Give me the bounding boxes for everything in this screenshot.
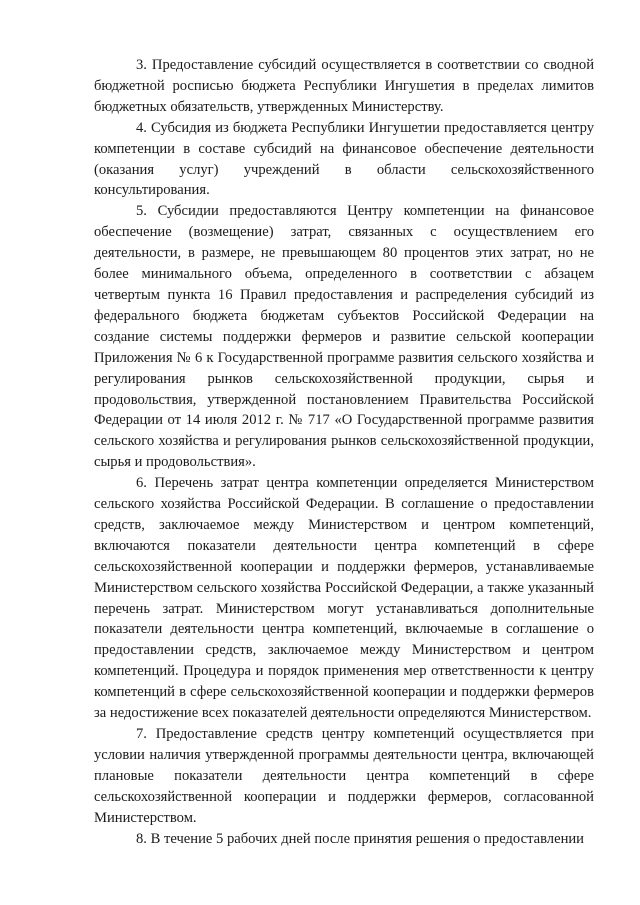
paragraph-7: 7. Предоставление средств центру компетенций осуществляется при условии наличия утвержденной программы деятельности центра, включающей плановые показатели деятельности центра компетенций в сфере сельскохозяйственной кооперации и поддержки фермеров, согласованной Министерством.: [94, 726, 594, 826]
paragraph-6: 6. Перечень затрат центра компетенции определяется Министерством сельского хозяйства Российской Федерации. В соглашение о предоставлении средств, заключаемое между Министерством и центром компетенций, включаются показатели деятельности центра компетенций в сфере сельскохозяйственной кооперации и поддержки фермеров, устанавливаемые Министерством сельского хозяйства Российской Федерации, а также указанный перечень затрат. Министерством могут устанавливаться дополнительные показатели деятельности центра компетенций, включаемые в соглашение о предоставлении средств, заключаемое между Министерством и центром компетенций. Процедура и порядок применения мер ответственности к центру компетенций в сфере сельскохозяйственной кооперации и поддержки фермеров за недостижение всех показателей деятельности определяются Министерством.: [94, 475, 594, 722]
paragraph-5: 5. Субсидии предоставляются Центру компетенции на финансовое обеспечение (возмещение) затрат, связанных с осуществлением его деятельности, в размере, не превышающем 80 процентов этих затрат, но не более минимального объема, определенного в соответствии с абзацем четвертым пункта 16 Правил предоставления и распределения субсидий из федерального бюджета бюджетам субъектов Российской Федерации на создание системы поддержки фермеров и развитие сельской кооперации Приложения № 6 к Государственной программе развития сельского хозяйства и регулирования рынков сельскохозяйственной продукции, сырья и продовольствия, утвержденной постановлением Правительства Российской Федерации от 14 июля 2012 г. № 717 «О Государственной программе развития сельского хозяйства и регулирования рынков сельскохозяйственной продукции, сырья и продовольствия».: [94, 203, 594, 471]
paragraph-4: 4. Субсидия из бюджета Республики Ингушетии предоставляется центру компетенции в составе субсидий на финансовое обеспечение деятельности (оказания услуг) учреждений в области сельскохозяйственного консультирования.: [94, 119, 594, 199]
paragraph-3: 3. Предоставление субсидий осуществляется в соответствии со сводной бюджетной росписью бюджета Республики Ингушетия в пределах лимитов бюджетных обязательств, утвержденных Министерству.: [94, 57, 594, 115]
paragraph-8: 8. В течение 5 рабочих дней после принятия решения о предоставлении: [136, 830, 584, 847]
